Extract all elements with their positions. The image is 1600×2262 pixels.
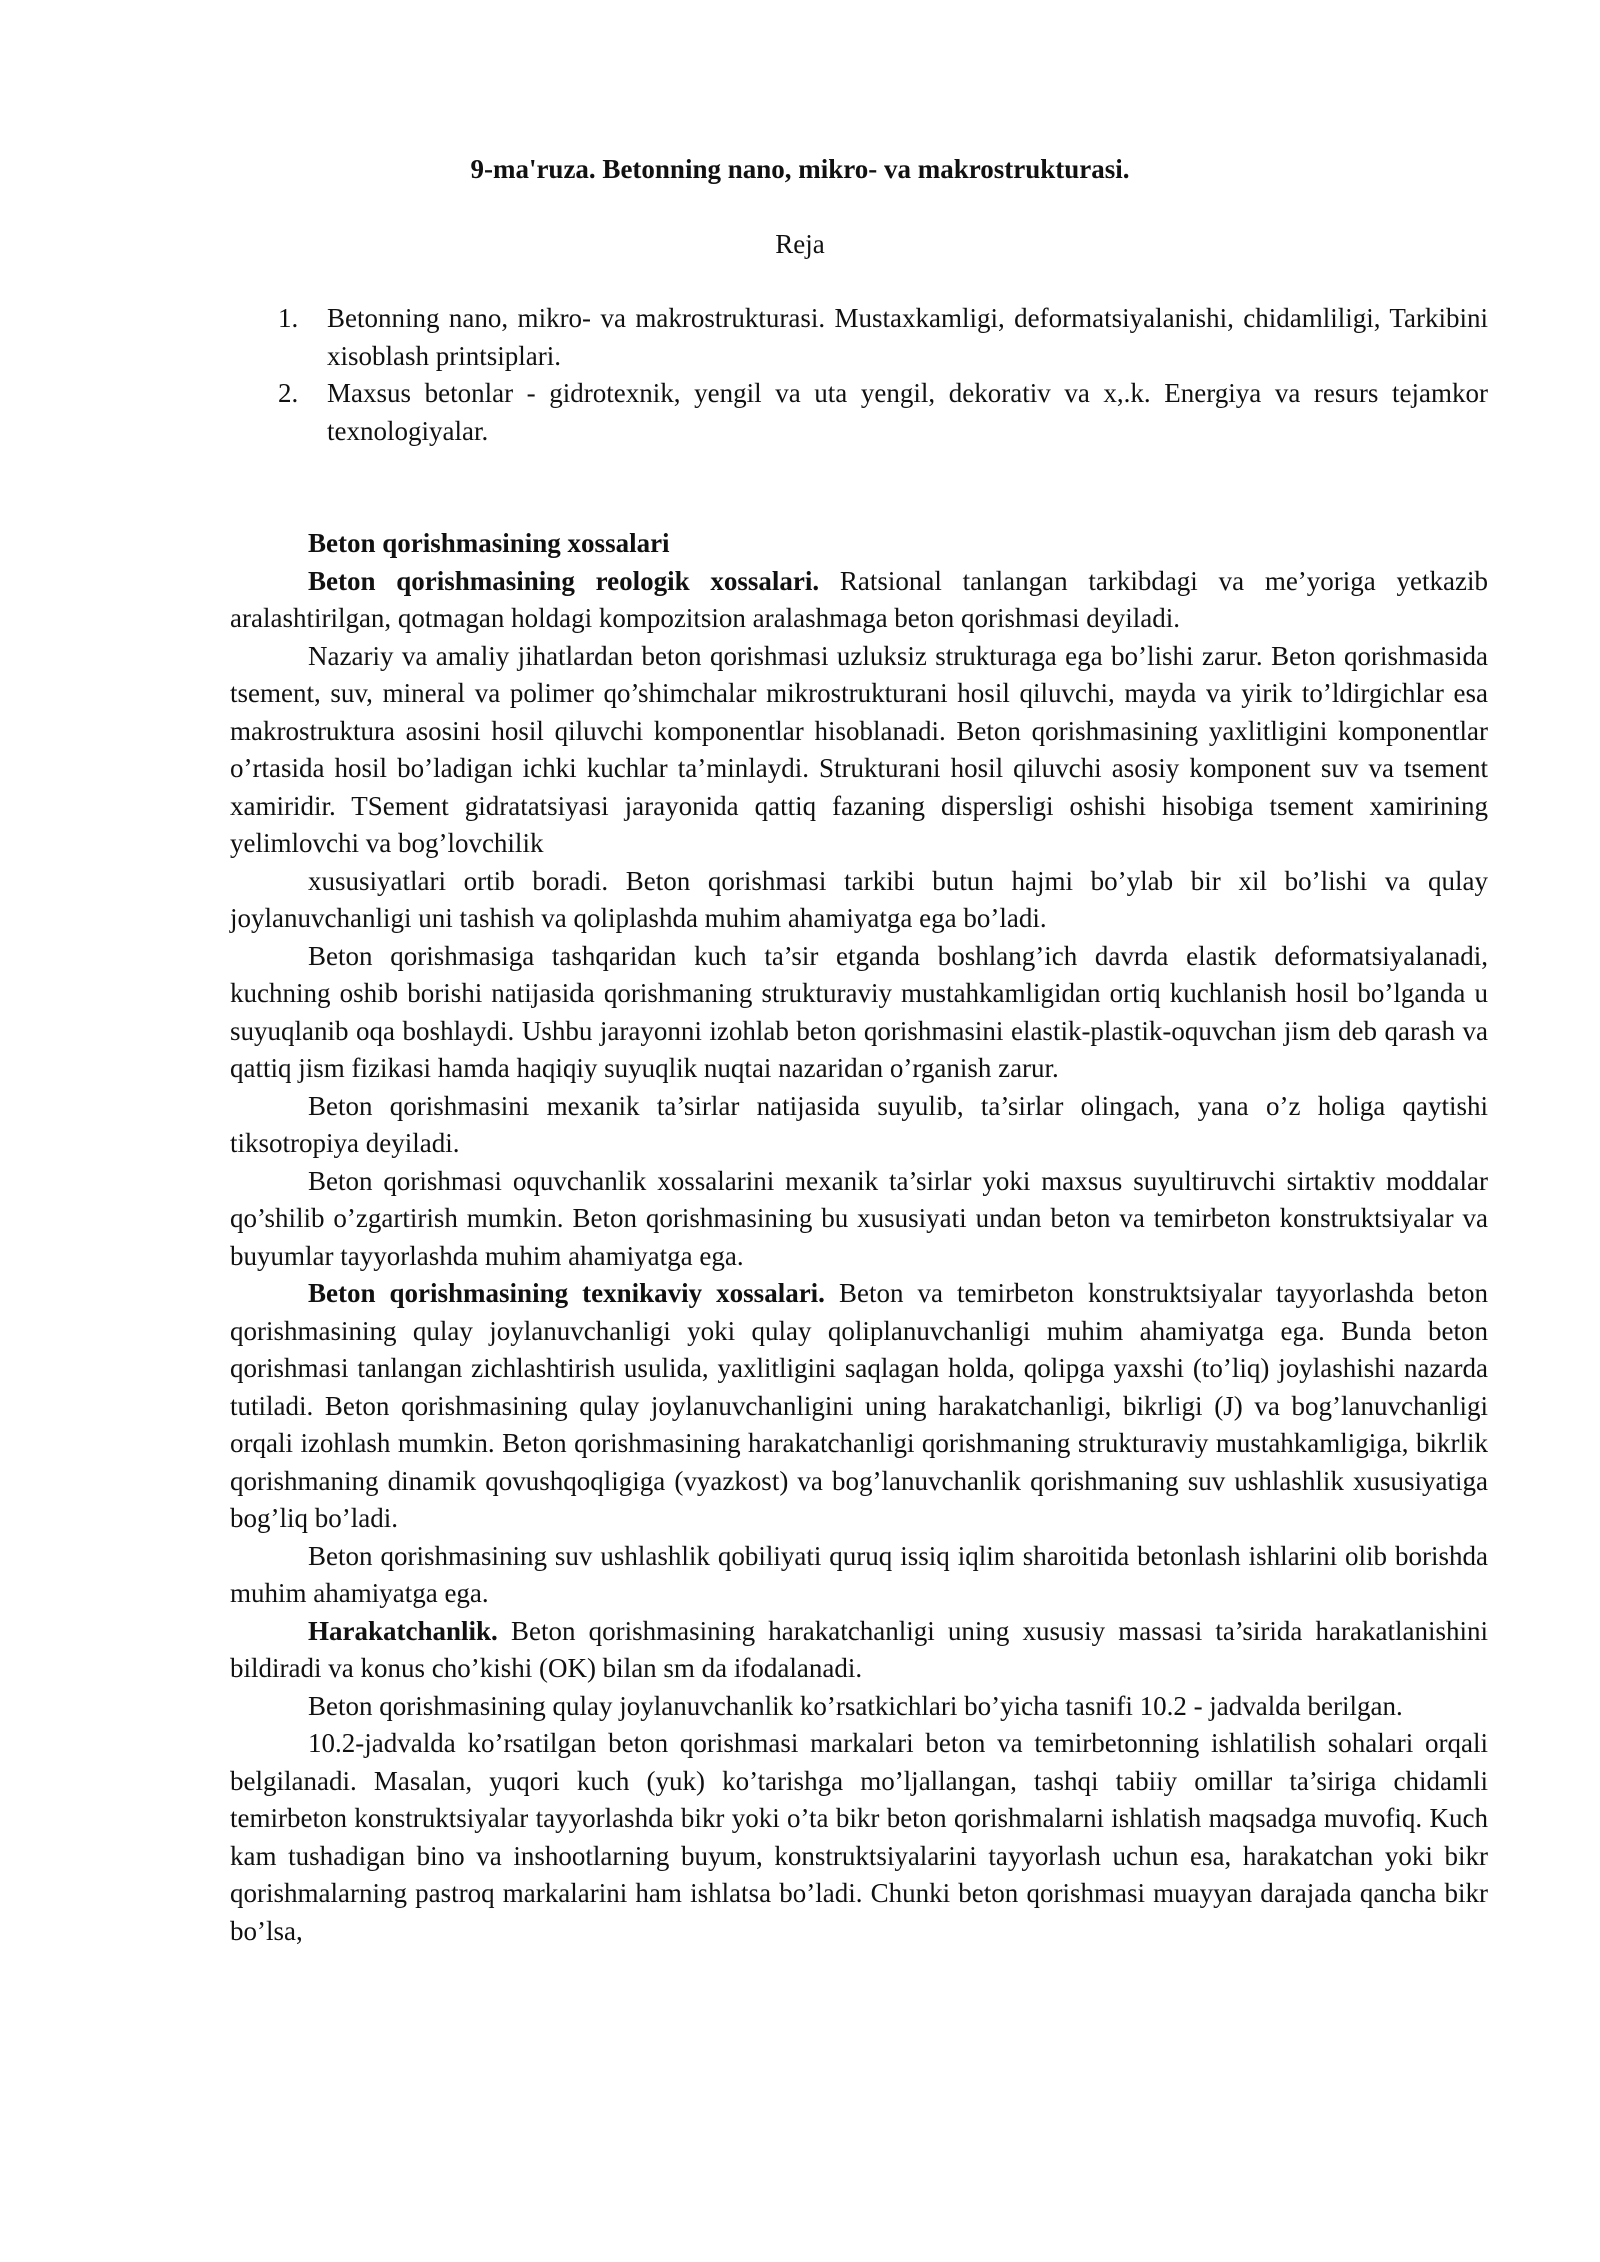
paragraph-text: Beton qorishmasiga tashqaridan kuch ta’sir etganda boshlang’ich davrda elastik deformatsiyalanadi, kuchning oshib borishi natijasida qorishmaning strukturaviy mustahkamligidan ortiq kuchlanish hosil bo’lganda u suyuqlanib oqa boshlaydi. Ushbu jarayonni izohlab beton qorishmasini elastik-plastik-oquvchan jism deb qarash va qattiq jism fizikasi hamda haqiqiy suyuqlik nuqtai nazaridan o’rganish zarur. [230, 940, 1488, 1083]
plan-item-number: 1. [278, 303, 299, 333]
paragraph-lead: Beton qorishmasining reologik xossalari. [308, 565, 820, 596]
paragraph [230, 938, 1488, 1088]
paragraph-lead: Harakatchanlik. [308, 1615, 498, 1646]
paragraph [230, 638, 1488, 863]
paragraph-text: Beton qorishmasining qulay joylanuvchanlik ko’rsatkichlari bo’yicha tasnifi 10.2 - jadvalda berilgan. [308, 1690, 1403, 1721]
paragraph-text: Beton qorishmasi oquvchanlik xossalarini mexanik ta’sirlar yoki maxsus suyultiruvchi sirtaktiv moddalar qo’shilib o’zgartirish mumkin. Beton qorishmasining bu xususiyati undan beton va temirbeton konstruktsiyalar va buyumlar tayyorlashda muhim ahamiyatga ega. [230, 1165, 1488, 1271]
paragraph [230, 1163, 1488, 1276]
paragraph-text: 10.2-jadvalda ko’rsatilgan beton qorishmasi markalari beton va temirbetonning ishlatilish sohalari orqali belgilanadi. Masalan, yuqori kuch (yuk) ko’tarishga mo’ljallangan, tashqi tabiiy omillar ta’siriga chidamli temirbeton konstruktsiyalar tayyorlashda bikr yoki o’ta bikr beton qorishmalarni ishlatish maqsadga muvofiq. Kuch kam tushadigan bino va inshootlarning buyum, konstruktsiyalarini tayyorlash uchun esa, harakatchan yoki bikr qorishmalarning pastroq markalarini ham ishlatsa bo’ladi. Chunki beton qorishmasi muayyan darajada qancha bikr bo’lsa, [230, 1728, 1488, 1946]
paragraph [230, 1538, 1488, 1613]
plan-list [230, 300, 1488, 450]
paragraph-text: Beton qorishmasining suv ushlashlik qobiliyati quruq issiq iqlim sharoitida betonlash ishlarini olib borishda muhim ahamiyatga ega. [230, 1540, 1488, 1608]
paragraph [230, 563, 1488, 638]
paragraph-text: xususiyatlari ortib boradi. Beton qorishmasi tarkibi butun hajmi bo’ylab bir xil bo’lishi va qulay joylanuvchanligi uni tashish va qoliplashda muhim ahamiyatga ega bo’ladi. [230, 865, 1488, 933]
lecture-title: 9-ma'ruza. Betonning nano, mikro- va makrostrukturasi. [470, 154, 1130, 184]
paragraph [230, 1613, 1488, 1688]
paragraph [230, 1688, 1488, 1726]
section-heading: Beton qorishmasining xossalari [308, 528, 670, 558]
paragraph-text: Beton qorishmasini mexanik ta’sirlar natijasida suyulib, ta’sirlar olingach, yana o’z holiga qaytishi tiksotropiya deyiladi. [230, 1090, 1488, 1158]
plan-heading: Reja [775, 229, 825, 259]
paragraph [230, 1088, 1488, 1163]
paragraph-text: Beton va temirbeton konstruktsiyalar tayyorlashda beton qorishmasining qulay joylanuvchanligi yoki qulay qoliplanuvchanligi muhim ahamiyatga ega. Bunda beton qorishmasi tanlangan zichlashtirish usulida, yaxlitligini saqlagan holda, qolipga yaxshi (to’liq) joylashishi nazarda tutiladi. Beton qorishmasining qulay joylanuvchanligini uning harakatchanligi, bikrligi (J) va bog’lanuvchanligi orqali izohlash mumkin. Beton qorishmasining harakatchanligi qorishmaning strukturaviy mustahkamligiga, bikrlik qorishmaning dinamik qovushqoqligiga (vyazkost) va bog’lanuvchanlik qorishmaning suv ushlashlik xususiyatiga bog’liq bo’ladi. [230, 1278, 1488, 1533]
plan-item-text: Betonning nano, mikro- va makrostrukturasi. Mustaxkamligi, deformatsiyalanishi, chidamliligi, Tarkibini xisoblash printsiplari. [327, 303, 1488, 371]
plan-item-number: 2. [278, 378, 299, 408]
plan-item [230, 300, 1488, 375]
paragraph-lead: Beton qorishmasining texnikaviy xossalari. [308, 1278, 825, 1308]
paragraph [230, 863, 1488, 938]
paragraph [230, 1275, 1488, 1538]
document-body [230, 525, 1488, 1950]
paragraph [230, 1725, 1488, 1950]
paragraph-text: Beton qorishmasining harakatchanligi uning xususiy massasi ta’sirida harakatlanishini bildiradi va konus cho’kishi (OK) bilan sm da ifodalanadi. [230, 1615, 1488, 1683]
paragraph-text: Ratsional tanlangan tarkibdagi va me’yoriga yetkazib aralashtirilgan, qotmagan holdagi kompozitsion aralashmaga beton qorishmasi deyiladi. [230, 565, 1488, 633]
paragraph-text: Nazariy va amaliy jihatlardan beton qorishmasi uzluksiz strukturaga ega bo’lishi zarur. Beton qorishmasida tsement, suv, mineral va polimer qo’shimchalar mikrostrukturani hosil qiluvchi, mayda va yirik to’ldirgichlar esa makrostruktura asosini hosil qiluvchi komponentlar hisoblanadi. Beton qorishmasining yaxlitligini komponentlar o’rtasida hosil bo’ladigan ichki kuchlar ta’minlaydi. Strukturani hosil qiluvchi asosiy komponent suv va tsement xamiridir. TSement gidratatsiyasi jarayonida qattiq fazaning dispersligi oshishi hisobiga tsement xamirining yelimlovchi va bog’lovchilik [230, 640, 1488, 858]
plan-item [230, 375, 1488, 450]
plan-item-text: Maxsus betonlar - gidrotexnik, yengil va uta yengil, dekorativ va x,.k. Energiya va resurs tejamkor texnologiyalar. [327, 378, 1488, 446]
